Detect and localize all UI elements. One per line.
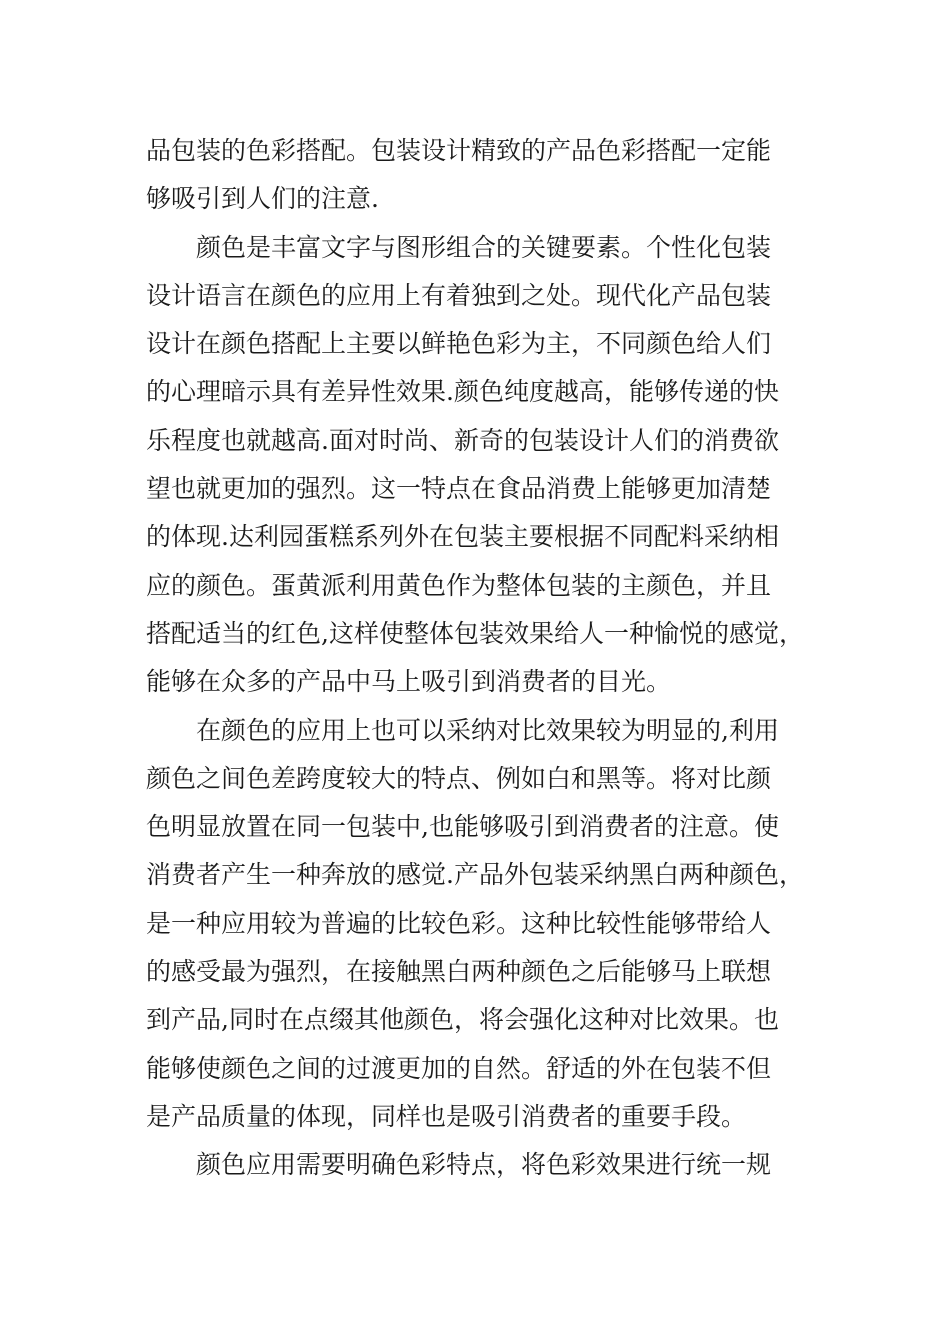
text-line: 够吸引到人们的注意.: [146, 184, 379, 214]
text-line: 的体现.达利园蛋糕系列外在包装主要根据不同配料采纳相: [146, 522, 779, 552]
body-text: [146, 127, 806, 1190]
text-line: 是一种应用较为普遍的比较色彩。这种比较性能够带给人: [146, 908, 772, 938]
paragraph-first-line: 在颜色的应用上也可以采纳对比效果较为明显的,利用: [196, 715, 779, 745]
text-line: 设计在颜色搭配上主要以鲜艳色彩为主，不同颜色给人们: [146, 329, 772, 359]
text-line: 品包装的色彩搭配。包装设计精致的产品色彩搭配一定能: [146, 136, 772, 165]
text-line: 色明显放置在同一包装中,也能够吸引到消费者的注意。使: [146, 812, 779, 842]
text-line: 消费者产生一种奔放的感觉.产品外包装采纳黑白两种颜色，: [146, 860, 804, 890]
text-line: 颜色之间色差跨度较大的特点、例如白和黑等。将对比颜: [146, 763, 772, 793]
text-line: 能够在众多的产品中马上吸引到消费者的目光。: [146, 667, 672, 697]
text-line: 是产品质量的体现，同样也是吸引消费者的重要手段。: [146, 1101, 747, 1131]
text-line: 搭配适当的红色,这样使整体包装效果给人一种愉悦的感觉，: [146, 618, 804, 648]
text-line: 应的颜色。蛋黄派利用黄色作为整体包装的主颜色，并且: [146, 570, 772, 600]
text-line: 设计语言在颜色的应用上有着独到之处。现代化产品包装: [146, 280, 772, 310]
paragraph-first-line: 颜色应用需要明确色彩特点，将色彩效果进行统一规: [196, 1150, 772, 1180]
text-line: 的感受最为强烈，在接触黑白两种颜色之后能够马上联想: [146, 957, 772, 987]
text-line: 到产品,同时在点缀其他颜色，将会强化这种对比效果。也: [146, 1005, 779, 1035]
text-line: 望也就更加的强烈。这一特点在食品消费上能够更加清楚: [146, 474, 772, 504]
paragraph-first-line: 颜色是丰富文字与图形组合的关键要素。个性化包装: [196, 232, 772, 262]
text-line: 能够使颜色之间的过渡更加的自然。舒适的外在包装不但: [146, 1053, 772, 1083]
text-line: 的心理暗示具有差异性效果.颜色纯度越高，能够传递的快: [146, 377, 779, 407]
text-line: 乐程度也就越高.面对时尚、新奇的包装设计人们的消费欲: [146, 425, 779, 455]
